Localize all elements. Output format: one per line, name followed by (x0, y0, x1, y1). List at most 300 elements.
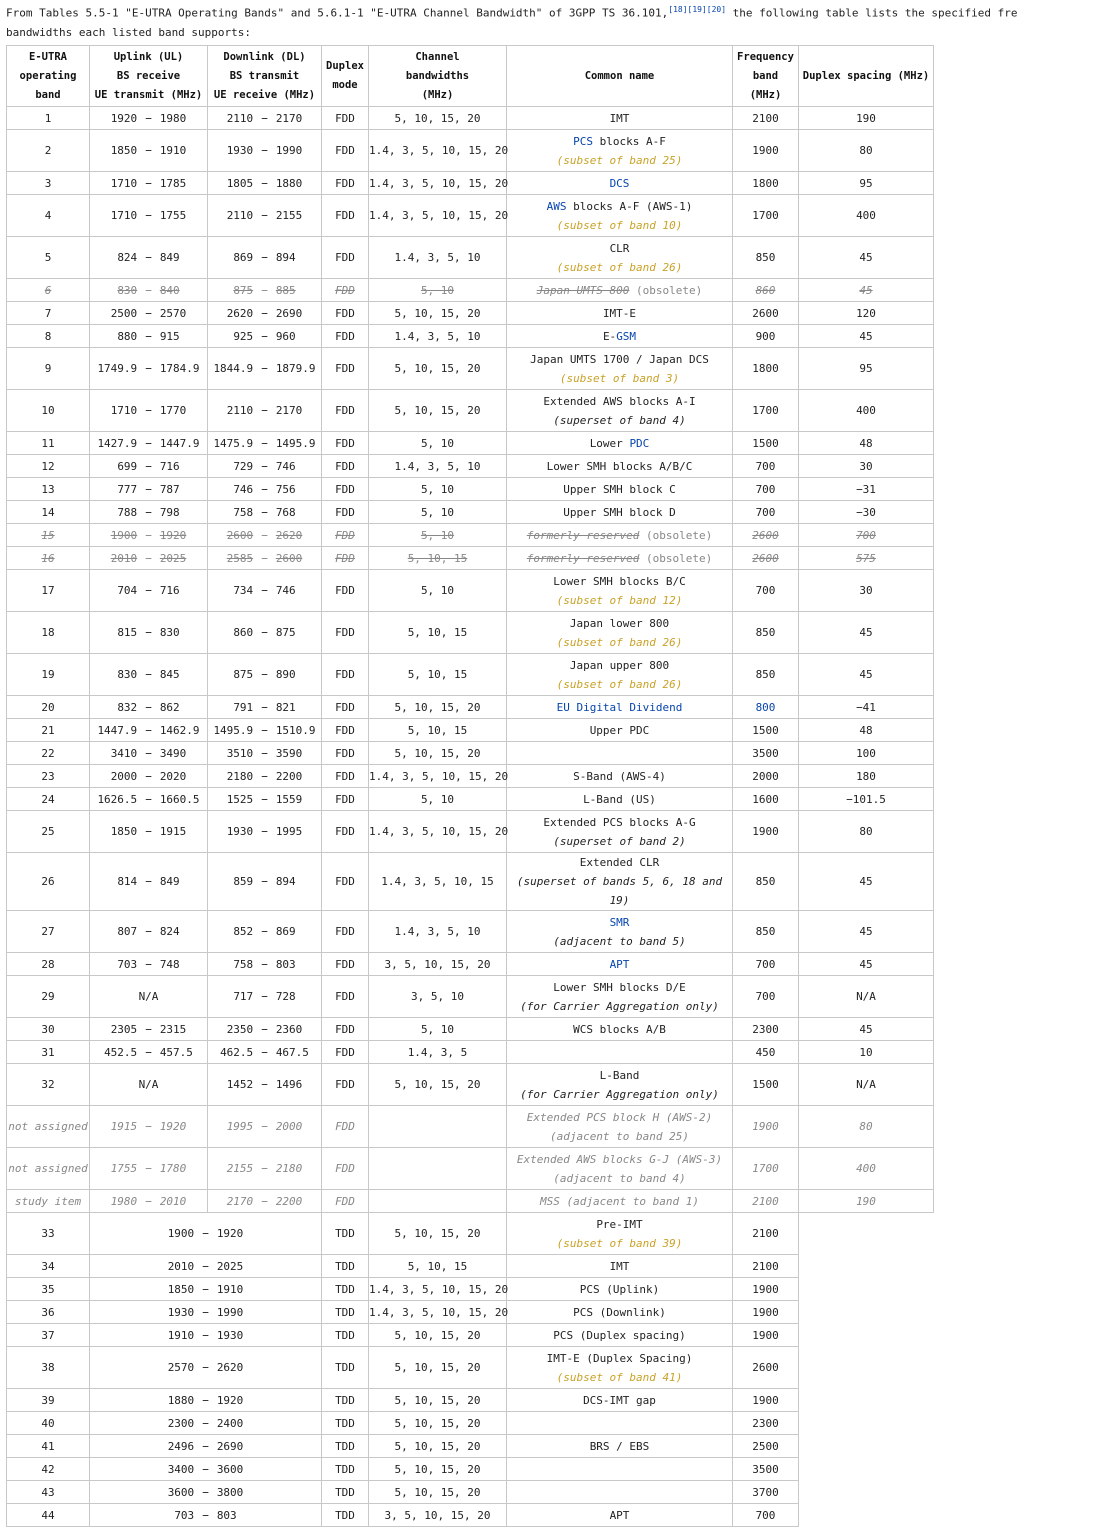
channel-bandwidths (369, 302, 507, 325)
common-name-text: E- (602, 329, 617, 343)
common-name-text: Extended AWS blocks A-I (543, 394, 696, 408)
downlink-low: 2170 (226, 1194, 254, 1208)
tdd-range-range (174, 1509, 236, 1522)
frequency-band (733, 976, 799, 1018)
uplink-high: 1462.9 (159, 723, 200, 737)
downlink (208, 325, 322, 348)
frequency-band-text: 1500 (752, 436, 779, 450)
frequency-band: 2600 (733, 1347, 799, 1389)
downlink-high: 894 (275, 251, 296, 264)
duplex-mode-text: FDD (335, 990, 355, 1003)
channel-bandwidths (369, 348, 507, 390)
downlink-range (227, 112, 303, 125)
common-name (507, 239, 732, 258)
uplink-separator: − (145, 144, 152, 157)
frequency-band-text[interactable]: 800 (755, 700, 776, 714)
common-name (507, 197, 732, 216)
downlink-range (227, 825, 303, 838)
band-number (7, 279, 90, 302)
downlink (208, 765, 322, 788)
duplex-spacing-text: 45 (859, 668, 873, 681)
tdd-range (90, 1481, 322, 1504)
frequency-band-text: 850 (755, 251, 776, 264)
band-row (7, 172, 934, 195)
common-name (507, 1108, 732, 1127)
channel-bandwidths-text: 5, 10 (420, 792, 455, 806)
channel-bandwidths (369, 237, 507, 279)
uplink (90, 172, 208, 195)
band-number-text: 14 (41, 505, 55, 519)
uplink-separator: − (145, 584, 152, 597)
header-uplink[interactable] (90, 46, 208, 107)
common-name-cell (507, 1458, 733, 1481)
uplink-separator: − (145, 306, 152, 320)
uplink-high: 2020 (159, 769, 187, 783)
downlink-low: 1805 (226, 176, 254, 190)
uplink-high: 1785 (159, 176, 187, 190)
intro-line-1: From Tables 5.5-1 "E-UTRA Operating Bands" and 5.6.1-1 "E-UTRA Channel Bandwidth" of 3GPP TS 36.101, (6, 6, 669, 20)
common-name (507, 572, 732, 591)
downlink-low: 1495.9 (213, 723, 254, 737)
uplink-value: N/A (138, 1078, 159, 1091)
frequency-band-text: 700 (755, 505, 776, 519)
downlink-separator: − (261, 1162, 268, 1175)
duplex-mode: TDD (322, 1255, 369, 1278)
tdd-range-low: 703 (174, 1508, 195, 1522)
band-number-text: 30 (41, 1022, 55, 1036)
downlink-high: 885 (275, 283, 296, 297)
header-common-name[interactable]: Common name (507, 46, 733, 107)
downlink-low: 2180 (226, 769, 254, 783)
downlink-high: 1510.9 (275, 723, 316, 737)
header-duplex-spacing[interactable]: Duplex spacing (MHz) (799, 46, 934, 107)
duplex-spacing-text: −30 (856, 505, 876, 519)
common-name-cell (507, 237, 733, 279)
duplex-spacing (799, 279, 934, 302)
frequency-band-text: 700 (755, 584, 776, 597)
common-name-cell (507, 1213, 733, 1255)
channel-bandwidths-text: 5, 10, 15, 20 (394, 111, 481, 125)
common-name-cell (507, 1018, 733, 1041)
duplex-spacing-text: 120 (856, 306, 876, 320)
frequency-band-text: 1900 (752, 144, 779, 157)
band-number (7, 1041, 90, 1064)
band-number (7, 348, 90, 390)
channel-bandwidths-text: 1.4, 3, 5, 10 (394, 251, 481, 264)
duplex-mode-text: FDD (335, 1022, 355, 1036)
uplink-high: 1447.9 (159, 436, 200, 450)
subset-note: (subset of band 39) (556, 1236, 683, 1250)
common-name-text: IMT (609, 1259, 630, 1273)
tdd-range-high: 3800 (216, 1485, 244, 1499)
duplex-mode-text: FDD (335, 875, 355, 888)
uplink (90, 853, 208, 911)
common-name-note (507, 411, 732, 430)
uplink-range (97, 793, 199, 806)
uplink (90, 302, 208, 325)
common-name (507, 790, 732, 809)
channel-bandwidths-text: 1.4, 3, 5, 10 (394, 459, 481, 473)
common-name (507, 1215, 732, 1234)
duplex-mode (322, 524, 369, 547)
duplex-spacing-text: 45 (859, 283, 873, 297)
downlink (208, 547, 322, 570)
downlink-range (227, 793, 303, 806)
common-name-note (507, 675, 732, 694)
uplink-low: 2305 (110, 1022, 138, 1036)
band-number: 33 (7, 1213, 90, 1255)
band-row (7, 570, 934, 612)
band-row (7, 279, 934, 302)
duplex-spacing (799, 237, 934, 279)
uplink (90, 195, 208, 237)
band-number-text: 19 (41, 668, 55, 681)
downlink-separator: − (261, 283, 268, 297)
common-name-link[interactable]: PDC (629, 436, 650, 450)
uplink (90, 107, 208, 130)
band-number (7, 654, 90, 696)
uplink-low: 1920 (110, 111, 138, 125)
common-name-link[interactable]: GSM (616, 329, 637, 343)
common-name-link[interactable]: AWS (546, 199, 567, 213)
tdd-range (90, 1458, 322, 1481)
downlink-range (227, 209, 303, 222)
channel-bandwidths-text: 5, 10 (420, 528, 455, 542)
duplex-mode: TDD (322, 1278, 369, 1301)
uplink-low: 815 (117, 626, 138, 639)
common-name-note (507, 1085, 732, 1104)
band-number: 44 (7, 1504, 90, 1527)
band-number (7, 696, 90, 719)
uplink-low: 452.5 (104, 1045, 138, 1059)
downlink-high: 3590 (275, 746, 303, 760)
duplex-mode (322, 130, 369, 172)
band-number-text: 28 (41, 957, 55, 971)
frequency-band: 2100 (733, 1255, 799, 1278)
duplex-spacing-text: 45 (859, 925, 873, 938)
uplink-low: 830 (117, 283, 138, 297)
band-number (7, 390, 90, 432)
channel-bandwidths (369, 612, 507, 654)
common-name-note (507, 1234, 732, 1253)
frequency-band (733, 195, 799, 237)
uplink-high: 1660.5 (159, 792, 200, 806)
frequency-band (733, 455, 799, 478)
uplink-range (97, 362, 199, 375)
frequency-band (733, 1064, 799, 1106)
band-row (7, 1504, 934, 1527)
downlink-high: 467.5 (275, 1045, 309, 1059)
downlink-low: 875 (233, 283, 254, 297)
common-name (507, 955, 732, 974)
common-name (507, 392, 732, 411)
duplex-mode-text: FDD (335, 584, 355, 597)
common-name-link[interactable]: PCS (573, 134, 593, 148)
downlink-high: 756 (275, 482, 296, 496)
duplex-mode-text: FDD (335, 792, 355, 806)
tdd-range-low: 3600 (167, 1485, 195, 1499)
frequency-band: 1900 (733, 1301, 799, 1324)
downlink-high: 2360 (275, 1022, 303, 1036)
downlink-separator: − (261, 1022, 268, 1036)
common-name-text: WCS blocks A/B (573, 1022, 666, 1036)
header-channel-bandwidths[interactable] (369, 46, 507, 107)
uplink (90, 501, 208, 524)
duplex-mode-text: FDD (335, 404, 355, 417)
uplink-range (111, 209, 187, 222)
downlink-separator: − (261, 209, 268, 222)
uplink-low: 824 (117, 251, 138, 264)
uplink-separator: − (145, 362, 152, 375)
duplex-spacing-text: 180 (856, 769, 876, 783)
header-duplex-mode[interactable] (322, 46, 369, 107)
common-name-cell (507, 195, 733, 237)
common-name-cell (507, 1255, 733, 1278)
duplex-spacing-text: 45 (859, 957, 873, 971)
common-name-cell (507, 612, 733, 654)
band-row (7, 501, 934, 524)
channel-bandwidths-text: 5, 10, 15, 20 (394, 404, 481, 417)
uplink-high: 798 (159, 505, 180, 519)
header-freq-l1: Frequency (737, 50, 794, 63)
duplex-spacing-text: 45 (859, 875, 873, 888)
uplink-low: 1900 (110, 528, 138, 542)
downlink-low: 729 (233, 459, 254, 473)
duplex-spacing (799, 524, 934, 547)
band-number (7, 501, 90, 524)
common-name (507, 503, 732, 522)
duplex-mode-text: FDD (335, 111, 355, 125)
channel-bandwidths: 5, 10, 15, 20 (369, 1458, 507, 1481)
header-frequency-band[interactable] (733, 46, 799, 107)
table-header-row (7, 46, 934, 107)
uplink-range (117, 584, 179, 597)
duplex-mode (322, 547, 369, 570)
band-number (7, 107, 90, 130)
downlink-separator: − (261, 875, 268, 888)
downlink-low: 1844.9 (213, 362, 254, 375)
common-name (507, 813, 732, 832)
duplex-spacing-empty (799, 1412, 934, 1435)
uplink-separator: − (145, 925, 152, 938)
tdd-range-separator: − (202, 1462, 209, 1476)
band-row (7, 195, 934, 237)
common-name (507, 978, 732, 997)
frequency-band-text: 700 (755, 990, 776, 1003)
common-name-link[interactable]: DCS (609, 176, 630, 190)
downlink-range (233, 990, 295, 1003)
common-name-cell (507, 501, 733, 524)
uplink-high: 2315 (159, 1022, 187, 1036)
duplex-spacing-text: 45 (859, 1022, 873, 1036)
tdd-range-range (168, 1306, 244, 1319)
uplink-high: 862 (159, 700, 180, 714)
frequency-band (733, 953, 799, 976)
subset-note: (subset of band 26) (556, 635, 683, 649)
common-name-cell (507, 570, 733, 612)
common-name-link[interactable]: APT (609, 957, 630, 971)
duplex-spacing (799, 348, 934, 390)
downlink-high: 2200 (275, 769, 303, 783)
subset-note: (subset of band 26) (556, 677, 683, 691)
duplex-spacing (799, 696, 934, 719)
downlink-high: 1990 (275, 144, 303, 157)
duplex-spacing-text: N/A (856, 990, 876, 1003)
channel-bandwidths: 1.4, 3, 5, 10, 15, 20 (369, 1278, 507, 1301)
duplex-spacing (799, 432, 934, 455)
uplink (90, 325, 208, 348)
common-name: formerly reserved (526, 528, 640, 542)
obsolete-note: (obsolete) (629, 283, 703, 297)
uplink-low: 1710 (110, 209, 138, 222)
common-name (507, 1303, 732, 1322)
band-row (7, 107, 934, 130)
uplink-high: 2010 (159, 1194, 187, 1208)
uplink-high: 1915 (159, 825, 187, 838)
band-row (7, 478, 934, 501)
duplex-mode-text: FDD (335, 746, 355, 760)
frequency-band (733, 765, 799, 788)
duplex-spacing-text: 10 (859, 1045, 873, 1059)
band-row (7, 325, 934, 348)
channel-bandwidths-text: 5, 10 (420, 1022, 455, 1036)
reference-links[interactable]: [18][19][20] (668, 5, 727, 14)
downlink-low: 2620 (226, 306, 254, 320)
downlink-range (233, 251, 295, 264)
frequency-band (733, 1041, 799, 1064)
common-name-text: Upper PDC (589, 723, 650, 737)
channel-bandwidths (369, 953, 507, 976)
duplex-mode-text: FDD (335, 1162, 355, 1175)
band-number-text: 5 (44, 251, 52, 264)
downlink-range (233, 701, 295, 714)
downlink-high: 803 (275, 957, 296, 971)
frequency-band (733, 478, 799, 501)
downlink-low: 758 (233, 957, 254, 971)
common-name-link[interactable]: EU Digital Dividend (556, 700, 683, 714)
channel-bandwidths-text: 5, 10 (420, 584, 455, 597)
duplex-mode (322, 1106, 369, 1148)
common-name-note (507, 258, 732, 277)
channel-bandwidths-text: 5, 10, 15, 20 (394, 362, 481, 375)
uplink-range (117, 925, 179, 938)
duplex-spacing-text: 80 (859, 1120, 873, 1133)
common-name-note (507, 997, 732, 1016)
duplex-spacing (799, 1148, 934, 1190)
tdd-range-separator: − (202, 1485, 209, 1499)
downlink-high: 2600 (275, 551, 303, 565)
frequency-band: 2500 (733, 1435, 799, 1458)
uplink-high: 716 (159, 584, 180, 597)
common-name (507, 1437, 732, 1456)
frequency-band (733, 811, 799, 853)
uplink-high: 748 (159, 957, 180, 971)
downlink (208, 1018, 322, 1041)
channel-bandwidths-text: 1.4, 3, 5, 10, 15, 20 (369, 769, 509, 783)
band-number-text: 29 (41, 990, 55, 1003)
downlink-separator: − (261, 584, 268, 597)
common-name-cell (507, 953, 733, 976)
downlink (208, 432, 322, 455)
downlink-range (233, 460, 295, 473)
duplex-spacing (799, 1190, 934, 1213)
duplex-mode-text: FDD (335, 176, 355, 190)
common-name-text: PCS (Downlink) (573, 1305, 666, 1319)
duplex-spacing (799, 654, 934, 696)
frequency-band (733, 911, 799, 953)
downlink-separator: − (261, 482, 268, 496)
duplex-spacing (799, 130, 934, 172)
downlink-low: 462.5 (220, 1045, 254, 1059)
duplex-mode (322, 107, 369, 130)
uplink-separator: − (145, 209, 152, 222)
duplex-mode (322, 719, 369, 742)
downlink-range (227, 770, 303, 783)
downlink (208, 719, 322, 742)
uplink-range (111, 552, 187, 565)
uplink (90, 1018, 208, 1041)
uplink-low: 1710 (110, 176, 138, 190)
downlink-range (213, 362, 315, 375)
downlink-low: 2350 (226, 1022, 254, 1036)
channel-bandwidths: 5, 10, 15 (369, 1255, 507, 1278)
tdd-range (90, 1412, 322, 1435)
frequency-band (733, 1018, 799, 1041)
common-name-text: Upper SMH block C (563, 482, 676, 496)
uplink-separator: − (145, 1194, 152, 1208)
duplex-spacing-empty (799, 1481, 934, 1504)
uplink-separator: − (145, 1045, 152, 1059)
frequency-band (733, 279, 799, 302)
downlink-separator: − (261, 306, 268, 320)
common-name-cell (507, 130, 733, 172)
downlink-separator: − (261, 700, 268, 714)
common-name-link[interactable]: SMR (609, 915, 630, 929)
downlink (208, 570, 322, 612)
band-number: 39 (7, 1389, 90, 1412)
tdd-range-range (168, 1417, 244, 1430)
uplink-separator: − (145, 1162, 152, 1175)
band-row (7, 302, 934, 325)
common-name-text: BRS / EBS (589, 1439, 650, 1453)
band-row (7, 1301, 934, 1324)
common-name-text: Lower (589, 436, 630, 450)
frequency-band-text: 1500 (752, 723, 779, 737)
downlink-separator: − (261, 825, 268, 838)
channel-bandwidths (369, 172, 507, 195)
band-number: 36 (7, 1301, 90, 1324)
downlink-low: 2585 (226, 551, 254, 565)
downlink-separator: − (261, 404, 268, 417)
uplink-range (111, 144, 187, 157)
uplink-low: 830 (117, 668, 138, 681)
band-number (7, 1018, 90, 1041)
band-row (7, 1255, 934, 1278)
duplex-mode: TDD (322, 1412, 369, 1435)
header-band[interactable] (7, 46, 90, 107)
duplex-mode: TDD (322, 1389, 369, 1412)
band-number (7, 325, 90, 348)
duplex-spacing-empty (799, 1504, 934, 1527)
common-name (537, 284, 703, 297)
frequency-band: 3500 (733, 1458, 799, 1481)
channel-bandwidths-text: 5, 10, 15, 20 (394, 1078, 481, 1091)
header-downlink[interactable] (208, 46, 322, 107)
downlink-high: 894 (275, 875, 296, 888)
band-number-text: 24 (41, 792, 55, 806)
obsolete-note: (obsolete) (639, 551, 713, 565)
downlink-low: 3510 (226, 746, 254, 760)
